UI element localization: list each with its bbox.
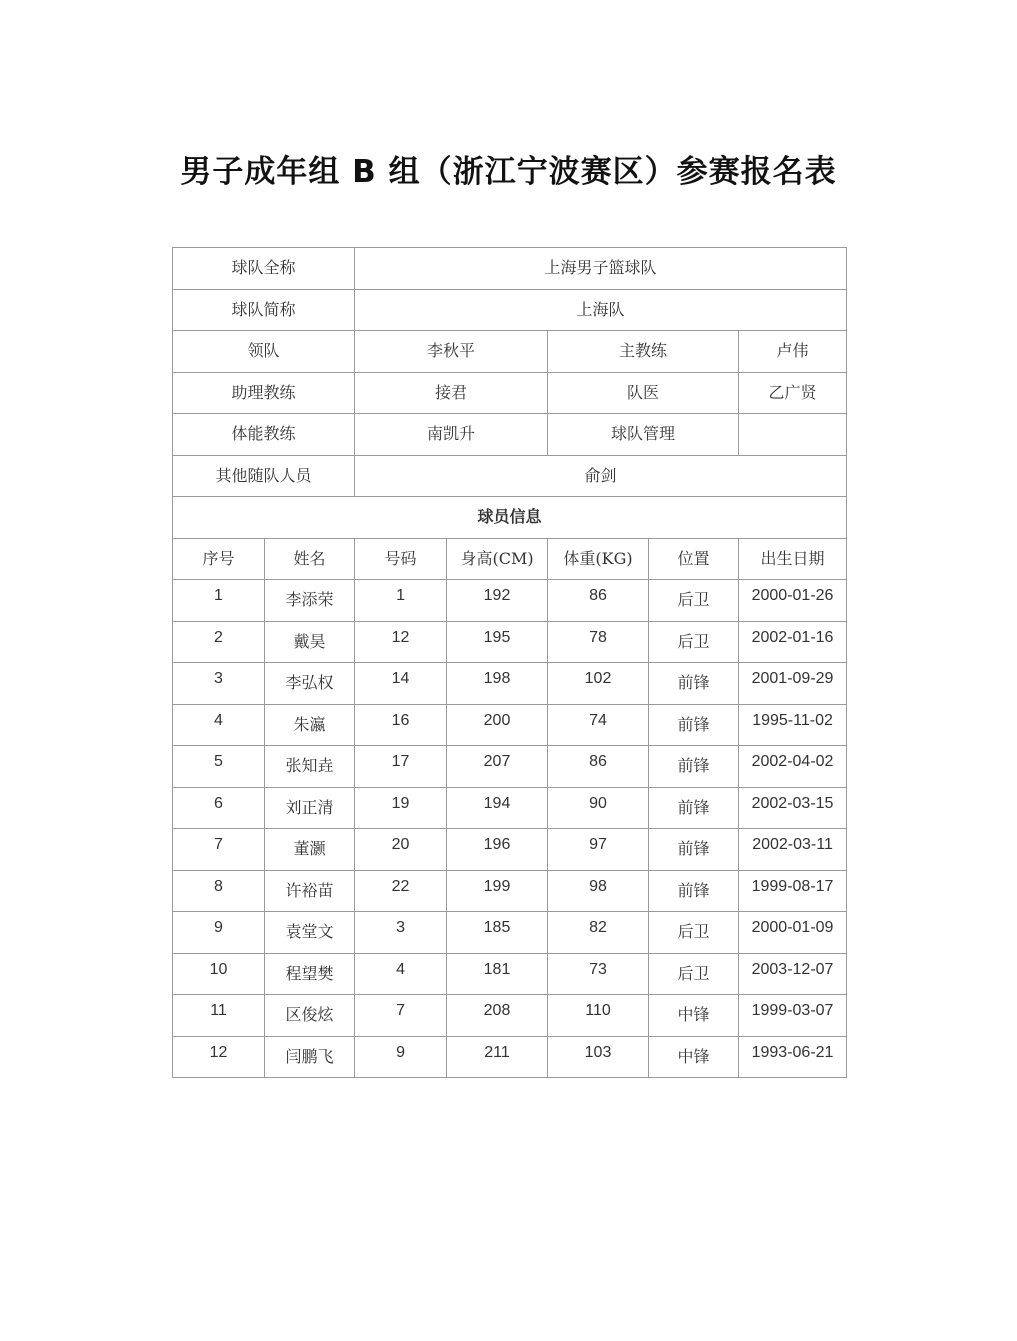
player-weight: 98: [548, 870, 649, 912]
player-birthdate: 1993-06-21: [739, 1036, 847, 1078]
player-index: 10: [173, 953, 265, 995]
player-number: 16: [355, 704, 447, 746]
player-birthdate: 2003-12-07: [739, 953, 847, 995]
fitness-coach-value: 南凯升: [355, 414, 548, 456]
table-row: [173, 787, 847, 829]
column-header: 体重(KG): [548, 538, 649, 580]
player-birthdate: 2000-01-26: [739, 580, 847, 622]
fitness-coach-label: 体能教练: [173, 414, 355, 456]
doctor-value: 乙广贤: [739, 372, 847, 414]
table-row: [173, 870, 847, 912]
player-name: 董灏: [265, 829, 355, 871]
players-list: [173, 580, 847, 1078]
leader-row: [173, 331, 847, 373]
head-coach-value: 卢伟: [739, 331, 847, 373]
column-header: 身高(CM): [447, 538, 548, 580]
assistant-coach-label: 助理教练: [173, 372, 355, 414]
player-name: 戴昊: [265, 621, 355, 663]
team-short-name-row: [173, 289, 847, 331]
player-position: 后卫: [649, 953, 739, 995]
player-height: 196: [447, 829, 548, 871]
player-index: 4: [173, 704, 265, 746]
player-height: 200: [447, 704, 548, 746]
player-number: 17: [355, 746, 447, 788]
manager-value: [739, 414, 847, 456]
player-position: 前锋: [649, 663, 739, 705]
registration-table: [172, 247, 847, 1078]
player-birthdate: 2002-04-02: [739, 746, 847, 788]
player-position: 后卫: [649, 912, 739, 954]
team-short-name-value: 上海队: [355, 289, 847, 331]
player-index: 8: [173, 870, 265, 912]
player-number: 12: [355, 621, 447, 663]
player-position: 后卫: [649, 580, 739, 622]
player-weight: 86: [548, 746, 649, 788]
column-header: 出生日期: [739, 538, 847, 580]
player-weight: 74: [548, 704, 649, 746]
assistant-coach-value: 接君: [355, 372, 548, 414]
player-birthdate: 2002-03-15: [739, 787, 847, 829]
column-header: 序号: [173, 538, 265, 580]
player-weight: 86: [548, 580, 649, 622]
others-row: [173, 455, 847, 497]
player-name: 闫鹏飞: [265, 1036, 355, 1078]
players-section-row: [173, 497, 847, 539]
manager-label: 球队管理: [548, 414, 739, 456]
player-number: 22: [355, 870, 447, 912]
column-header: 号码: [355, 538, 447, 580]
player-index: 3: [173, 663, 265, 705]
players-section-title: 球员信息: [173, 497, 847, 539]
head-coach-label: 主教练: [548, 331, 739, 373]
table-row: [173, 621, 847, 663]
table-row: [173, 663, 847, 705]
player-number: 7: [355, 995, 447, 1037]
player-weight: 78: [548, 621, 649, 663]
player-name: 刘正清: [265, 787, 355, 829]
player-position: 后卫: [649, 621, 739, 663]
player-index: 5: [173, 746, 265, 788]
team-full-name-value: 上海男子篮球队: [355, 248, 847, 290]
team-short-name-label: 球队简称: [173, 289, 355, 331]
table-row: [173, 746, 847, 788]
player-birthdate: 2000-01-09: [739, 912, 847, 954]
player-name: 程望樊: [265, 953, 355, 995]
player-height: 211: [447, 1036, 548, 1078]
table-row: [173, 995, 847, 1037]
player-position: 前锋: [649, 787, 739, 829]
doctor-label: 队医: [548, 372, 739, 414]
player-birthdate: 2001-09-29: [739, 663, 847, 705]
player-height: 181: [447, 953, 548, 995]
player-height: 199: [447, 870, 548, 912]
leader-value: 李秋平: [355, 331, 548, 373]
others-value: 俞剑: [355, 455, 847, 497]
player-weight: 90: [548, 787, 649, 829]
player-birthdate: 1999-03-07: [739, 995, 847, 1037]
player-name: 袁堂文: [265, 912, 355, 954]
player-name: 区俊炫: [265, 995, 355, 1037]
player-name: 张知垚: [265, 746, 355, 788]
player-height: 198: [447, 663, 548, 705]
table-row: [173, 912, 847, 954]
player-birthdate: 2002-03-11: [739, 829, 847, 871]
player-position: 前锋: [649, 746, 739, 788]
player-number: 20: [355, 829, 447, 871]
player-name: 朱瀛: [265, 704, 355, 746]
player-index: 2: [173, 621, 265, 663]
player-height: 185: [447, 912, 548, 954]
player-weight: 73: [548, 953, 649, 995]
team-full-name-label: 球队全称: [173, 248, 355, 290]
column-header: 姓名: [265, 538, 355, 580]
player-height: 208: [447, 995, 548, 1037]
player-weight: 82: [548, 912, 649, 954]
player-index: 7: [173, 829, 265, 871]
player-position: 前锋: [649, 704, 739, 746]
leader-label: 领队: [173, 331, 355, 373]
player-number: 19: [355, 787, 447, 829]
player-position: 前锋: [649, 870, 739, 912]
player-weight: 97: [548, 829, 649, 871]
player-birthdate: 1995-11-02: [739, 704, 847, 746]
player-index: 11: [173, 995, 265, 1037]
player-birthdate: 2002-01-16: [739, 621, 847, 663]
player-weight: 103: [548, 1036, 649, 1078]
player-height: 192: [447, 580, 548, 622]
player-name: 李添荣: [265, 580, 355, 622]
player-birthdate: 1999-08-17: [739, 870, 847, 912]
player-position: 中锋: [649, 995, 739, 1037]
player-index: 12: [173, 1036, 265, 1078]
player-position: 中锋: [649, 1036, 739, 1078]
player-index: 9: [173, 912, 265, 954]
table-row: [173, 704, 847, 746]
player-number: 4: [355, 953, 447, 995]
player-index: 6: [173, 787, 265, 829]
player-height: 194: [447, 787, 548, 829]
player-height: 195: [447, 621, 548, 663]
table-row: [173, 1036, 847, 1078]
player-name: 李弘权: [265, 663, 355, 705]
player-position: 前锋: [649, 829, 739, 871]
column-header: 位置: [649, 538, 739, 580]
player-weight: 110: [548, 995, 649, 1037]
table-row: [173, 580, 847, 622]
fitness-row: [173, 414, 847, 456]
player-number: 9: [355, 1036, 447, 1078]
others-label: 其他随队人员: [173, 455, 355, 497]
player-weight: 102: [548, 663, 649, 705]
player-number: 3: [355, 912, 447, 954]
table-row: [173, 829, 847, 871]
assistant-row: [173, 372, 847, 414]
player-number: 14: [355, 663, 447, 705]
player-name: 许裕苗: [265, 870, 355, 912]
players-header-row: [173, 538, 847, 580]
player-index: 1: [173, 580, 265, 622]
player-number: 1: [355, 580, 447, 622]
player-height: 207: [447, 746, 548, 788]
team-full-name-row: [173, 248, 847, 290]
table-row: [173, 953, 847, 995]
page-title: 男子成年组 B 组（浙江宁波赛区）参赛报名表: [180, 154, 837, 190]
